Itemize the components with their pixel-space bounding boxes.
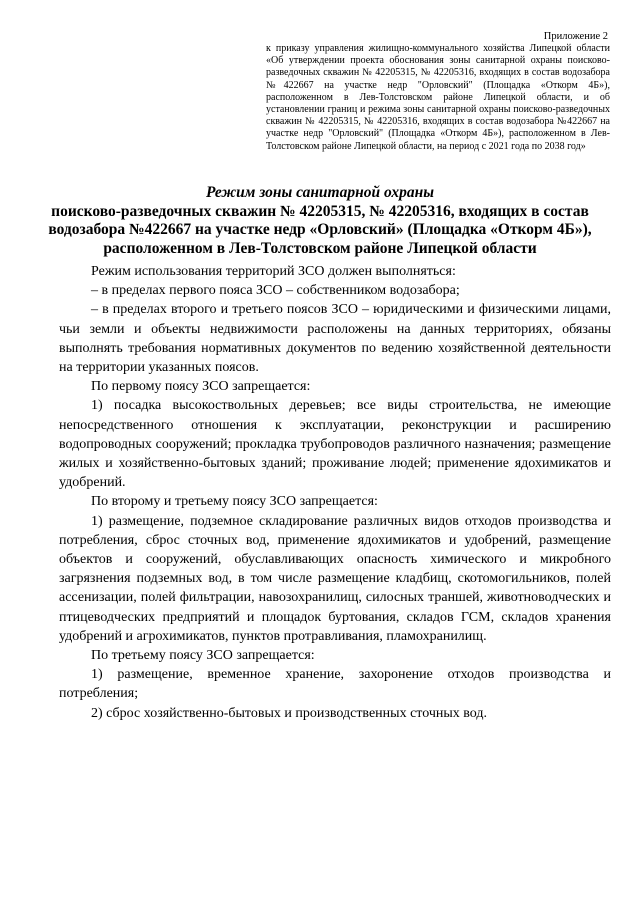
title-line-3: водозабора №422667 на участке недр «Орловский» (Площадка «Откорм 4Б»), [48, 221, 592, 239]
title-line-1: Режим зоны санитарной охраны [205, 184, 434, 201]
appendix-reference [266, 43, 610, 153]
title-line-2: поисково-разведочных скважин № 42205315, № 42205316, входящих в состав [51, 202, 589, 220]
paragraph-second-third-belt-heading: По второму и третьему поясу ЗСО запрещается: [91, 494, 378, 510]
paragraph-first-belt-owner: – в пределах первого пояса ЗСО – собственником водозабора; [91, 283, 460, 299]
document-title [44, 184, 596, 258]
appendix-number: Приложение 2 [543, 31, 608, 42]
document-body [59, 262, 611, 723]
paragraph-third-belt-heading: По третьему поясу ЗСО запрещается: [91, 648, 315, 664]
appendix-reference-text: к приказу управления жилищно-коммунального хозяйства Липецкой области «Об утверждении проекта обоснования зоны санитарной охраны поисково-разведочных скважин № 42205315, № 42205316, входящих в состав водозабора №422667 на участке недр "Орловский" (Площадка «Откорм 4Б»), расположенном в Лев-Толстовском районе Липецкой области, и об установлении границ и режима зоны санитарной охраны поисково-разведочных скважин № 42205315, № 42205316, входящих в состав водозабора №422667 на участке недр "Орловский" (Площадка «Откорм 4Б»), расположенном в Лев-Толстовском районе Липецкой области, на период с 2021 года по 2038 год» [266, 43, 610, 152]
paragraph-first-belt-prohibitions: 1) посадка высокоствольных деревьев; все виды строительства, не имеющие непосредственного отношения к эксплуатации, реконструкции и расширению водопроводных сооружений; прокладка трубопроводов различного назначения; размещение жилых и хозяйственно-бытовых зданий; проживание людей; применение ядохимикатов и удобрений. [59, 398, 611, 491]
paragraph-second-third-belt-persons: – в пределах второго и третьего поясов ЗСО – юридическими и физическими лицами, чьи земли и объекты недвижимости расположены на данных территориях, обязаны выполнять требования нормативных документов по ведению хозяйственной деятельности на территории указанных поясов. [59, 302, 611, 376]
paragraph-intro: Режим использования территорий ЗСО должен выполняться: [91, 264, 456, 279]
paragraph-first-belt-heading: По первому поясу ЗСО запрещается: [91, 379, 311, 395]
title-line-4: расположенном в Лев-Толстовском районе Липецкой области [103, 239, 537, 257]
paragraph-third-belt-item-2: 2) сброс хозяйственно-бытовых и производственных сточных вод. [91, 705, 488, 721]
paragraph-third-belt-item-1: 1) размещение, временное хранение, захоронение отходов производства и потребления; [59, 667, 611, 702]
paragraph-second-third-belt-prohibitions: 1) размещение, подземное складирование различных видов отходов производства и потребления, сброс сточных вод, применение ядохимикатов и удобрений, размещение объектов и сооружений, обуславливающих опасность химического и микробного загрязнения подземных вод, в том числе размещение кладбищ, скотомогильников, полей ассенизации, полей фильтрации, навозохранилищ, силосных траншей, животноводческих и птицеводческих предприятий и площадок буртования, складов ГСМ, складов хранения удобрений и агрохимикатов, пунктов протравливания, пламохранилищ. [59, 513, 611, 644]
